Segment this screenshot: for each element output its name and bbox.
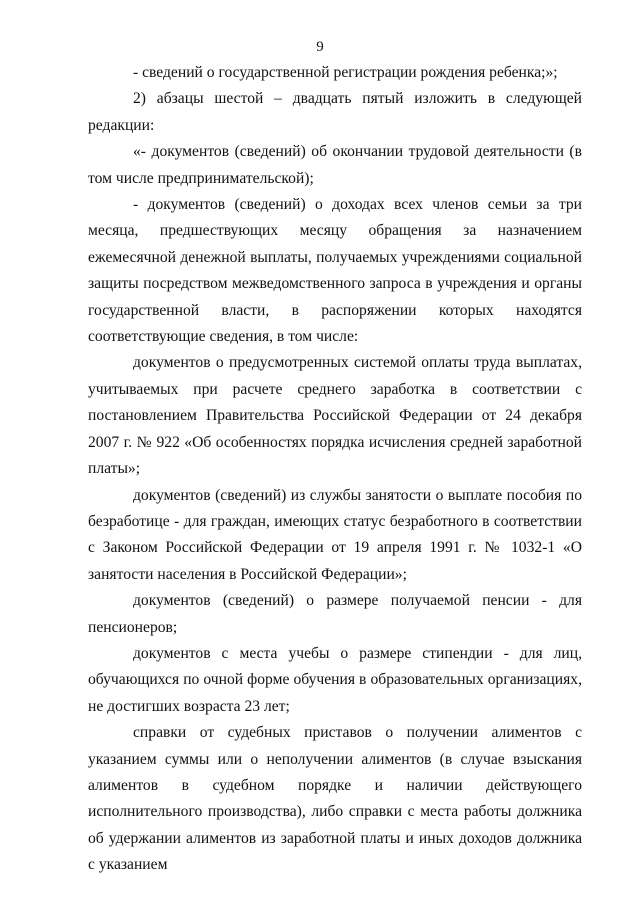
paragraph: документов (сведений) из службы занятости о выплате пособия по безработице - для граждан, имеющих статус безработного в соответствии с Законом Российской Федерации от 19 апреля 1991 г. № 1032-1 «О занятости населения в Российской Федерации»; [88,486,582,583]
page-number: 9 [316,39,324,55]
paragraph: документов о предусмотренных системой оплаты труда выплатах, учитываемых при расчете среднего заработка в соответствии с постановлением Правительства Российской Федерации от 24 декабря 2007 г. № 922 «Об особенностях порядка исчисления средней заработной платы»; [88,354,582,478]
document-body [88,60,582,879]
paragraph: - сведений о государственной регистрации рождения ребенка;»; [133,64,558,81]
paragraph: «- документов (сведений) об окончании трудовой деятельности (в том числе предпринимательской); [88,143,582,187]
paragraph: 2) абзацы шестой – двадцать пятый изложить в следующей редакции: [88,90,582,134]
paragraph: документов (сведений) о размере получаемой пенсии - для пенсионеров; [88,592,582,636]
paragraph: документов с места учебы о размере стипендии - для лиц, обучающихся по очной форме обучения в образовательных организациях, не достигших возраста 23 лет; [88,644,582,715]
paragraph: справки от судебных приставов о получении алиментов с указанием суммы или о неполучении алиментов (в случае взыскания алиментов в судебном порядке и наличии действующего исполнительного производства), либо справки с места работы должника об удержании алиментов из заработной платы и иных доходов должника с указанием [88,724,582,874]
paragraph: - документов (сведений) о доходах всех членов семьи за три месяца, предшествующих месяцу обращения за назначением ежемесячной денежной выплаты, получаемых учреждениями социальной защиты посредством межведомственного запроса в учреждения и органы государственной власти, в распоряжении которых находятся соответствующие сведения, в том числе: [88,196,582,346]
